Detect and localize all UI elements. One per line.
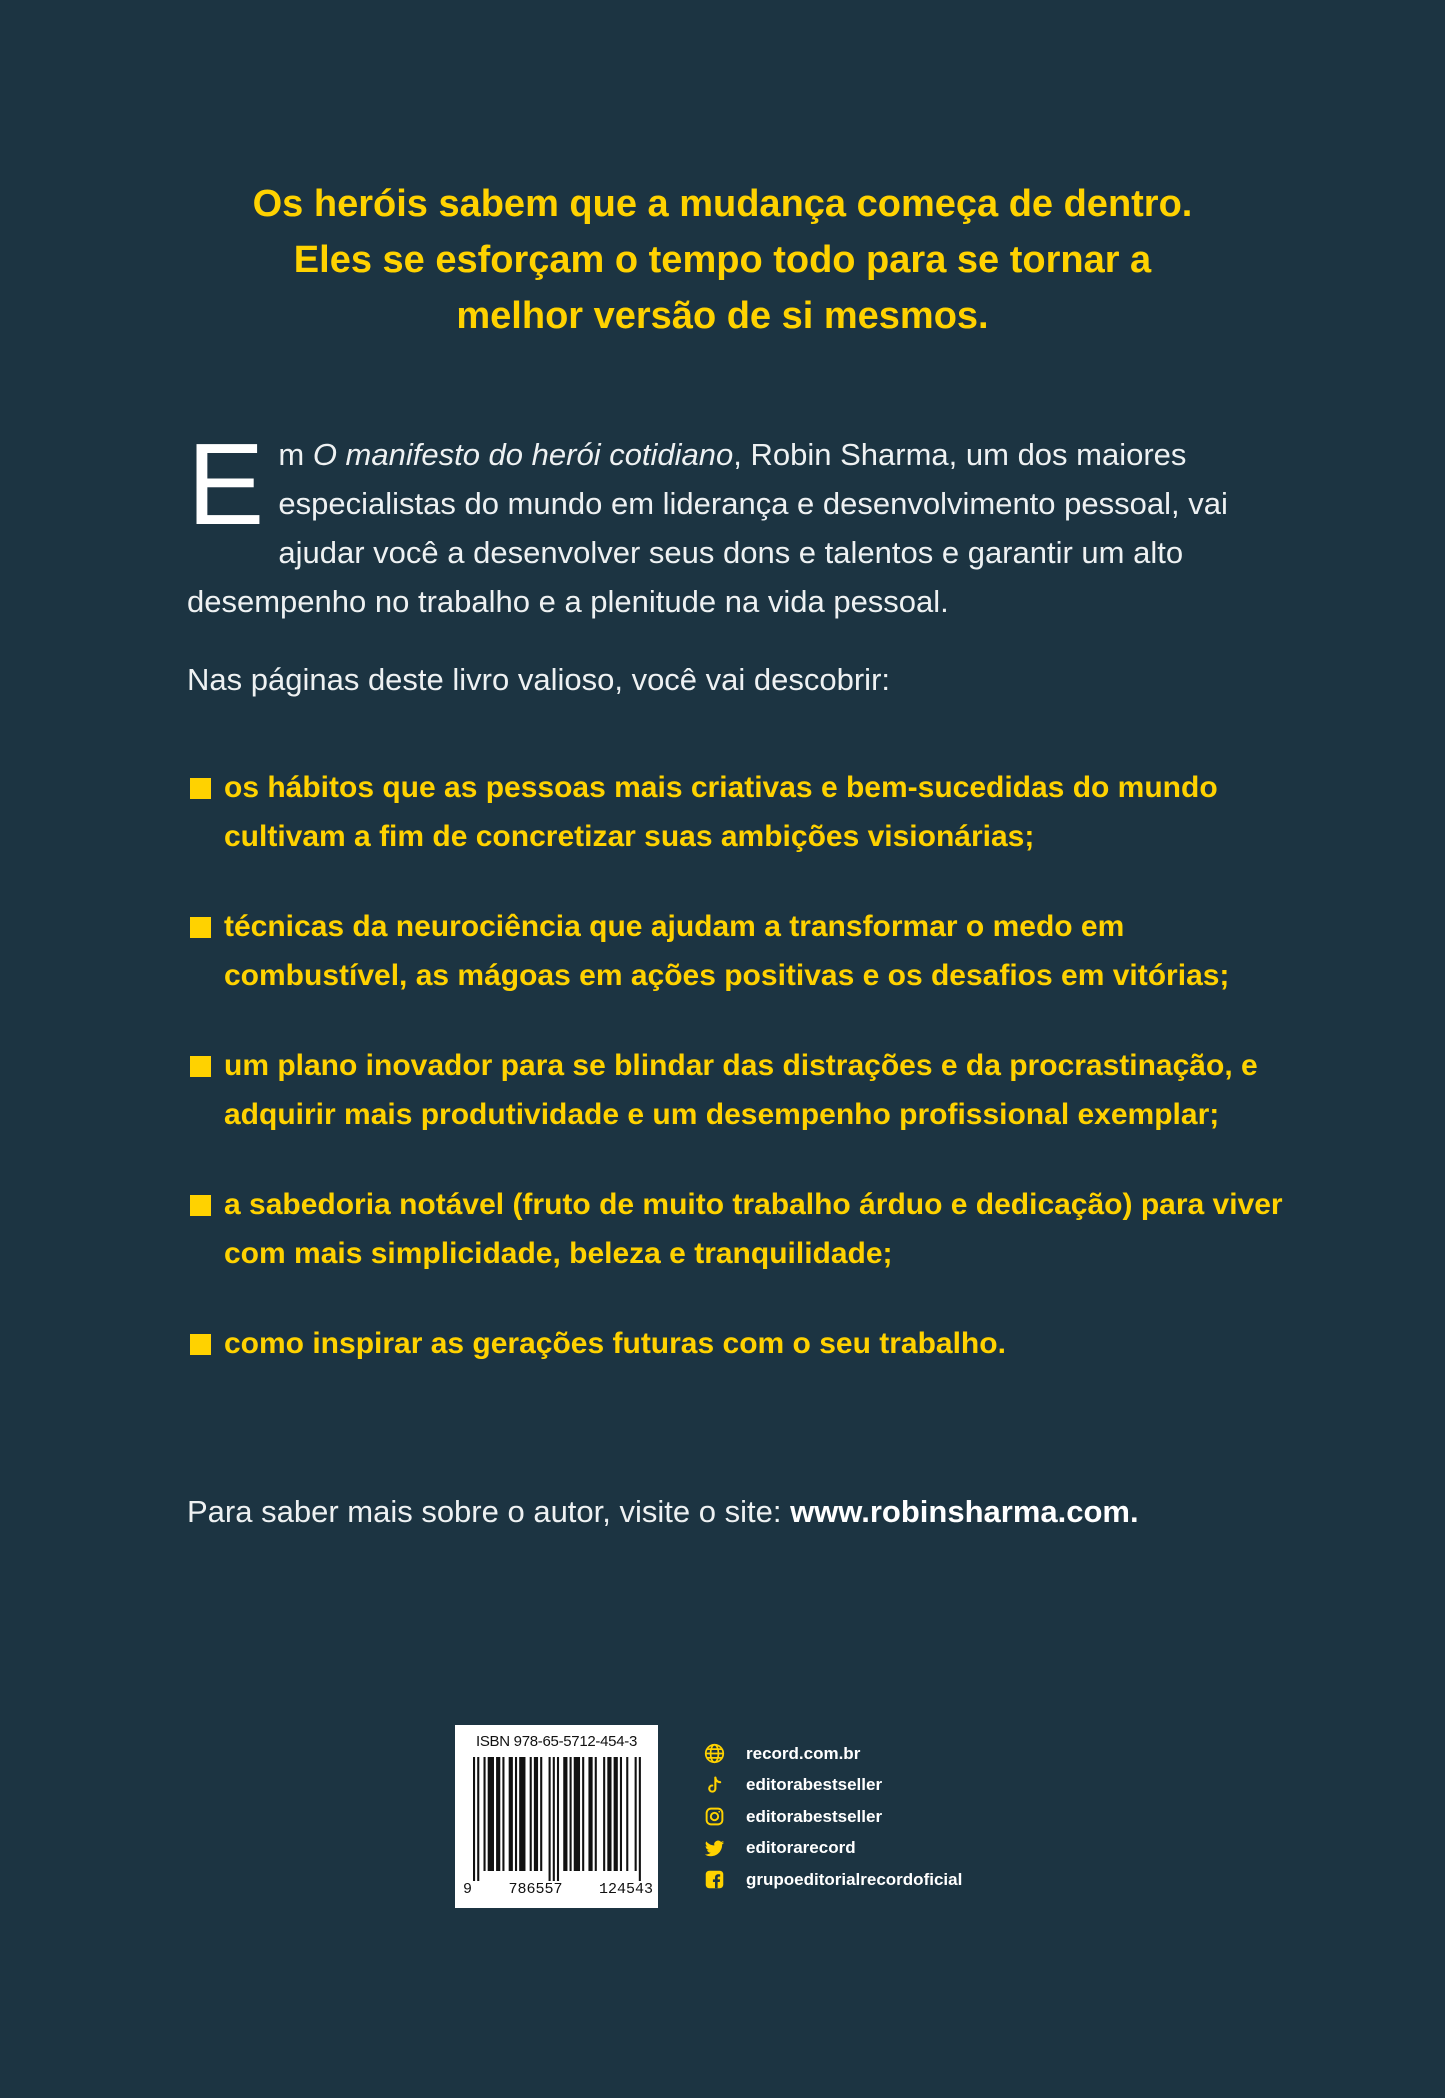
lead-sentence: Nas páginas deste livro valioso, você vai descobrir: [187,662,891,697]
social-label: grupoeditorialrecordoficial [746,1869,963,1889]
social-item-tiktok[interactable] [703,1770,962,1802]
bullet-square-icon [190,1195,211,1216]
drop-cap: E [187,419,265,549]
barcode-bars [473,1757,643,1881]
tiktok-icon [703,1774,725,1796]
twitter-icon [703,1837,725,1859]
intro-text: m [278,437,313,472]
author-site-link[interactable]: www.robinsharma.com. [790,1494,1139,1529]
book-title: O manifesto do herói cotidiano [312,437,734,472]
social-item-instagram[interactable] [703,1801,962,1833]
intro-paragraph [187,419,1267,626]
bullet-square-icon [190,1056,211,1077]
social-item-website[interactable] [703,1738,962,1770]
barcode-digit-group: 9 [463,1881,473,1898]
list-item-text: como inspirar as gerações futuras com o seu trabalho. [224,1327,1006,1360]
instagram-icon [703,1806,725,1828]
list-item [187,1041,1287,1139]
bullet-square-icon [190,917,211,938]
headline [140,176,1305,344]
list-item [187,1319,1287,1368]
site-prefix: Para saber mais sobre o autor, visite o site: [187,1494,791,1529]
author-site-line [187,1487,1139,1536]
facebook-icon [703,1869,725,1891]
globe-icon [703,1743,725,1765]
list-item-text: técnicas da neurociência que ajudam a transformar o medo em combustível, as mágoas em ações positivas e os desafios em vitórias; [224,910,1230,992]
social-label: record.com.br [746,1743,861,1763]
bullet-square-icon [190,778,211,799]
social-label: editorabestseller [746,1775,883,1795]
list-item [187,763,1287,861]
barcode-digit-group: 786557 [508,1881,563,1898]
social-links [703,1738,962,1896]
benefits-list [187,763,1287,1409]
list-item-text: a sabedoria notável (fruto de muito trabalho árduo e dedicação) para viver com mais simplicidade, beleza e tranquilidade; [224,1188,1283,1270]
list-item-text: um plano inovador para se blindar das distrações e da procrastinação, e adquirir mais produtividade e um desempenho profissional exemplar; [224,1049,1258,1131]
list-item [187,1180,1287,1278]
barcode-digit-group: 124543 [598,1881,653,1898]
bullet-square-icon [190,1334,211,1355]
list-item-text: os hábitos que as pessoas mais criativas e bem-sucedidas do mundo cultivam a fim de concretizar suas ambições visionárias; [224,771,1218,853]
headline-line: Os heróis sabem que a mudança começa de dentro. [252,183,1193,225]
isbn-label: ISBN 978-65-5712-454-3 [475,1733,637,1750]
list-item [187,902,1287,1000]
isbn-barcode [455,1725,658,1908]
intro-text: , Robin Sharma, um dos maiores especialistas do mundo em liderança e desenvolvimento pessoal, vai ajudar você a desenvolver seus dons e talentos e garantir um alto desempenho no trabalho e a plenitude na vida pessoal. [187,437,1228,619]
social-item-twitter[interactable] [703,1833,962,1865]
headline-line: Eles se esforçam o tempo todo para se tornar a [293,239,1152,281]
headline-line: melhor versão de si mesmos. [456,295,989,337]
barcode-digits [463,1881,653,1898]
social-item-facebook[interactable] [703,1864,962,1896]
social-label: editorarecord [746,1838,856,1858]
social-label: editorabestseller [746,1806,883,1826]
